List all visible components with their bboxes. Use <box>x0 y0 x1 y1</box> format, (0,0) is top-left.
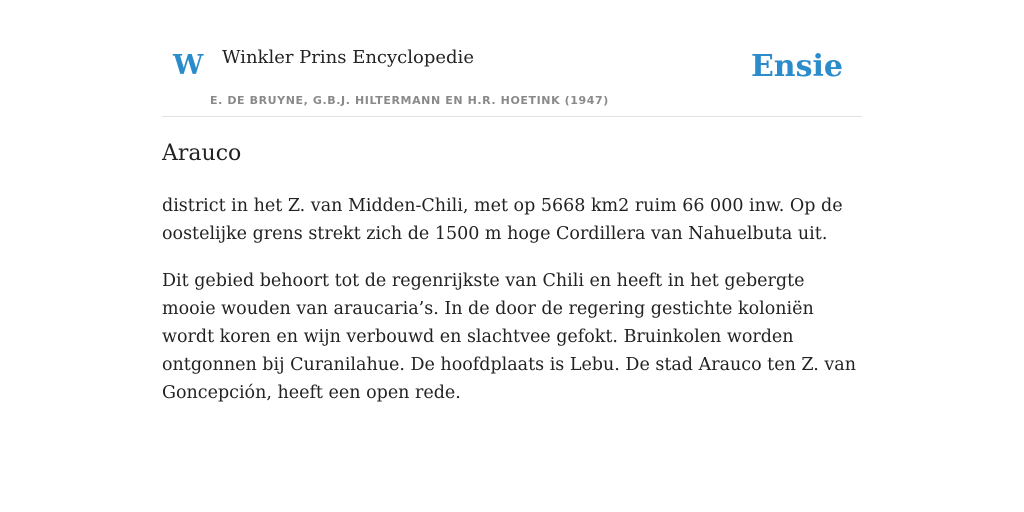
source-authors: E. DE BRUYNE, G.B.J. HILTERMANN EN H.R. HOETINK (1947) <box>210 94 609 107</box>
source-title[interactable]: Winkler Prins Encyclopedie <box>222 47 474 68</box>
article-title: Arauco <box>162 141 242 166</box>
winkler-prins-logo[interactable]: W <box>173 50 204 81</box>
article-paragraph: district in het Z. van Midden-Chili, met op 5668 km2 ruim 66 000 inw. Op de oostelijke grens strekt zich de 1500 m hoge Cordillera van Nahuelbuta uit. <box>162 196 843 244</box>
ensie-brand-link[interactable]: Ensie <box>750 49 843 84</box>
article-paragraph: Dit gebied behoort tot de regenrijkste van Chili en heeft in het gebergte mooie wouden van araucaria’s. In de door de regering gestichte koloniën wordt koren en wijn verbouwd en slachtvee gefokt. Bruinkolen worden ontgonnen bij Curanilahue. De hoofdplaats is Lebu. De stad Arauco ten Z. van Goncepción, heeft een open rede. <box>162 271 856 403</box>
page-container <box>162 0 862 403</box>
source-header <box>162 0 862 117</box>
article-body <box>162 192 862 426</box>
